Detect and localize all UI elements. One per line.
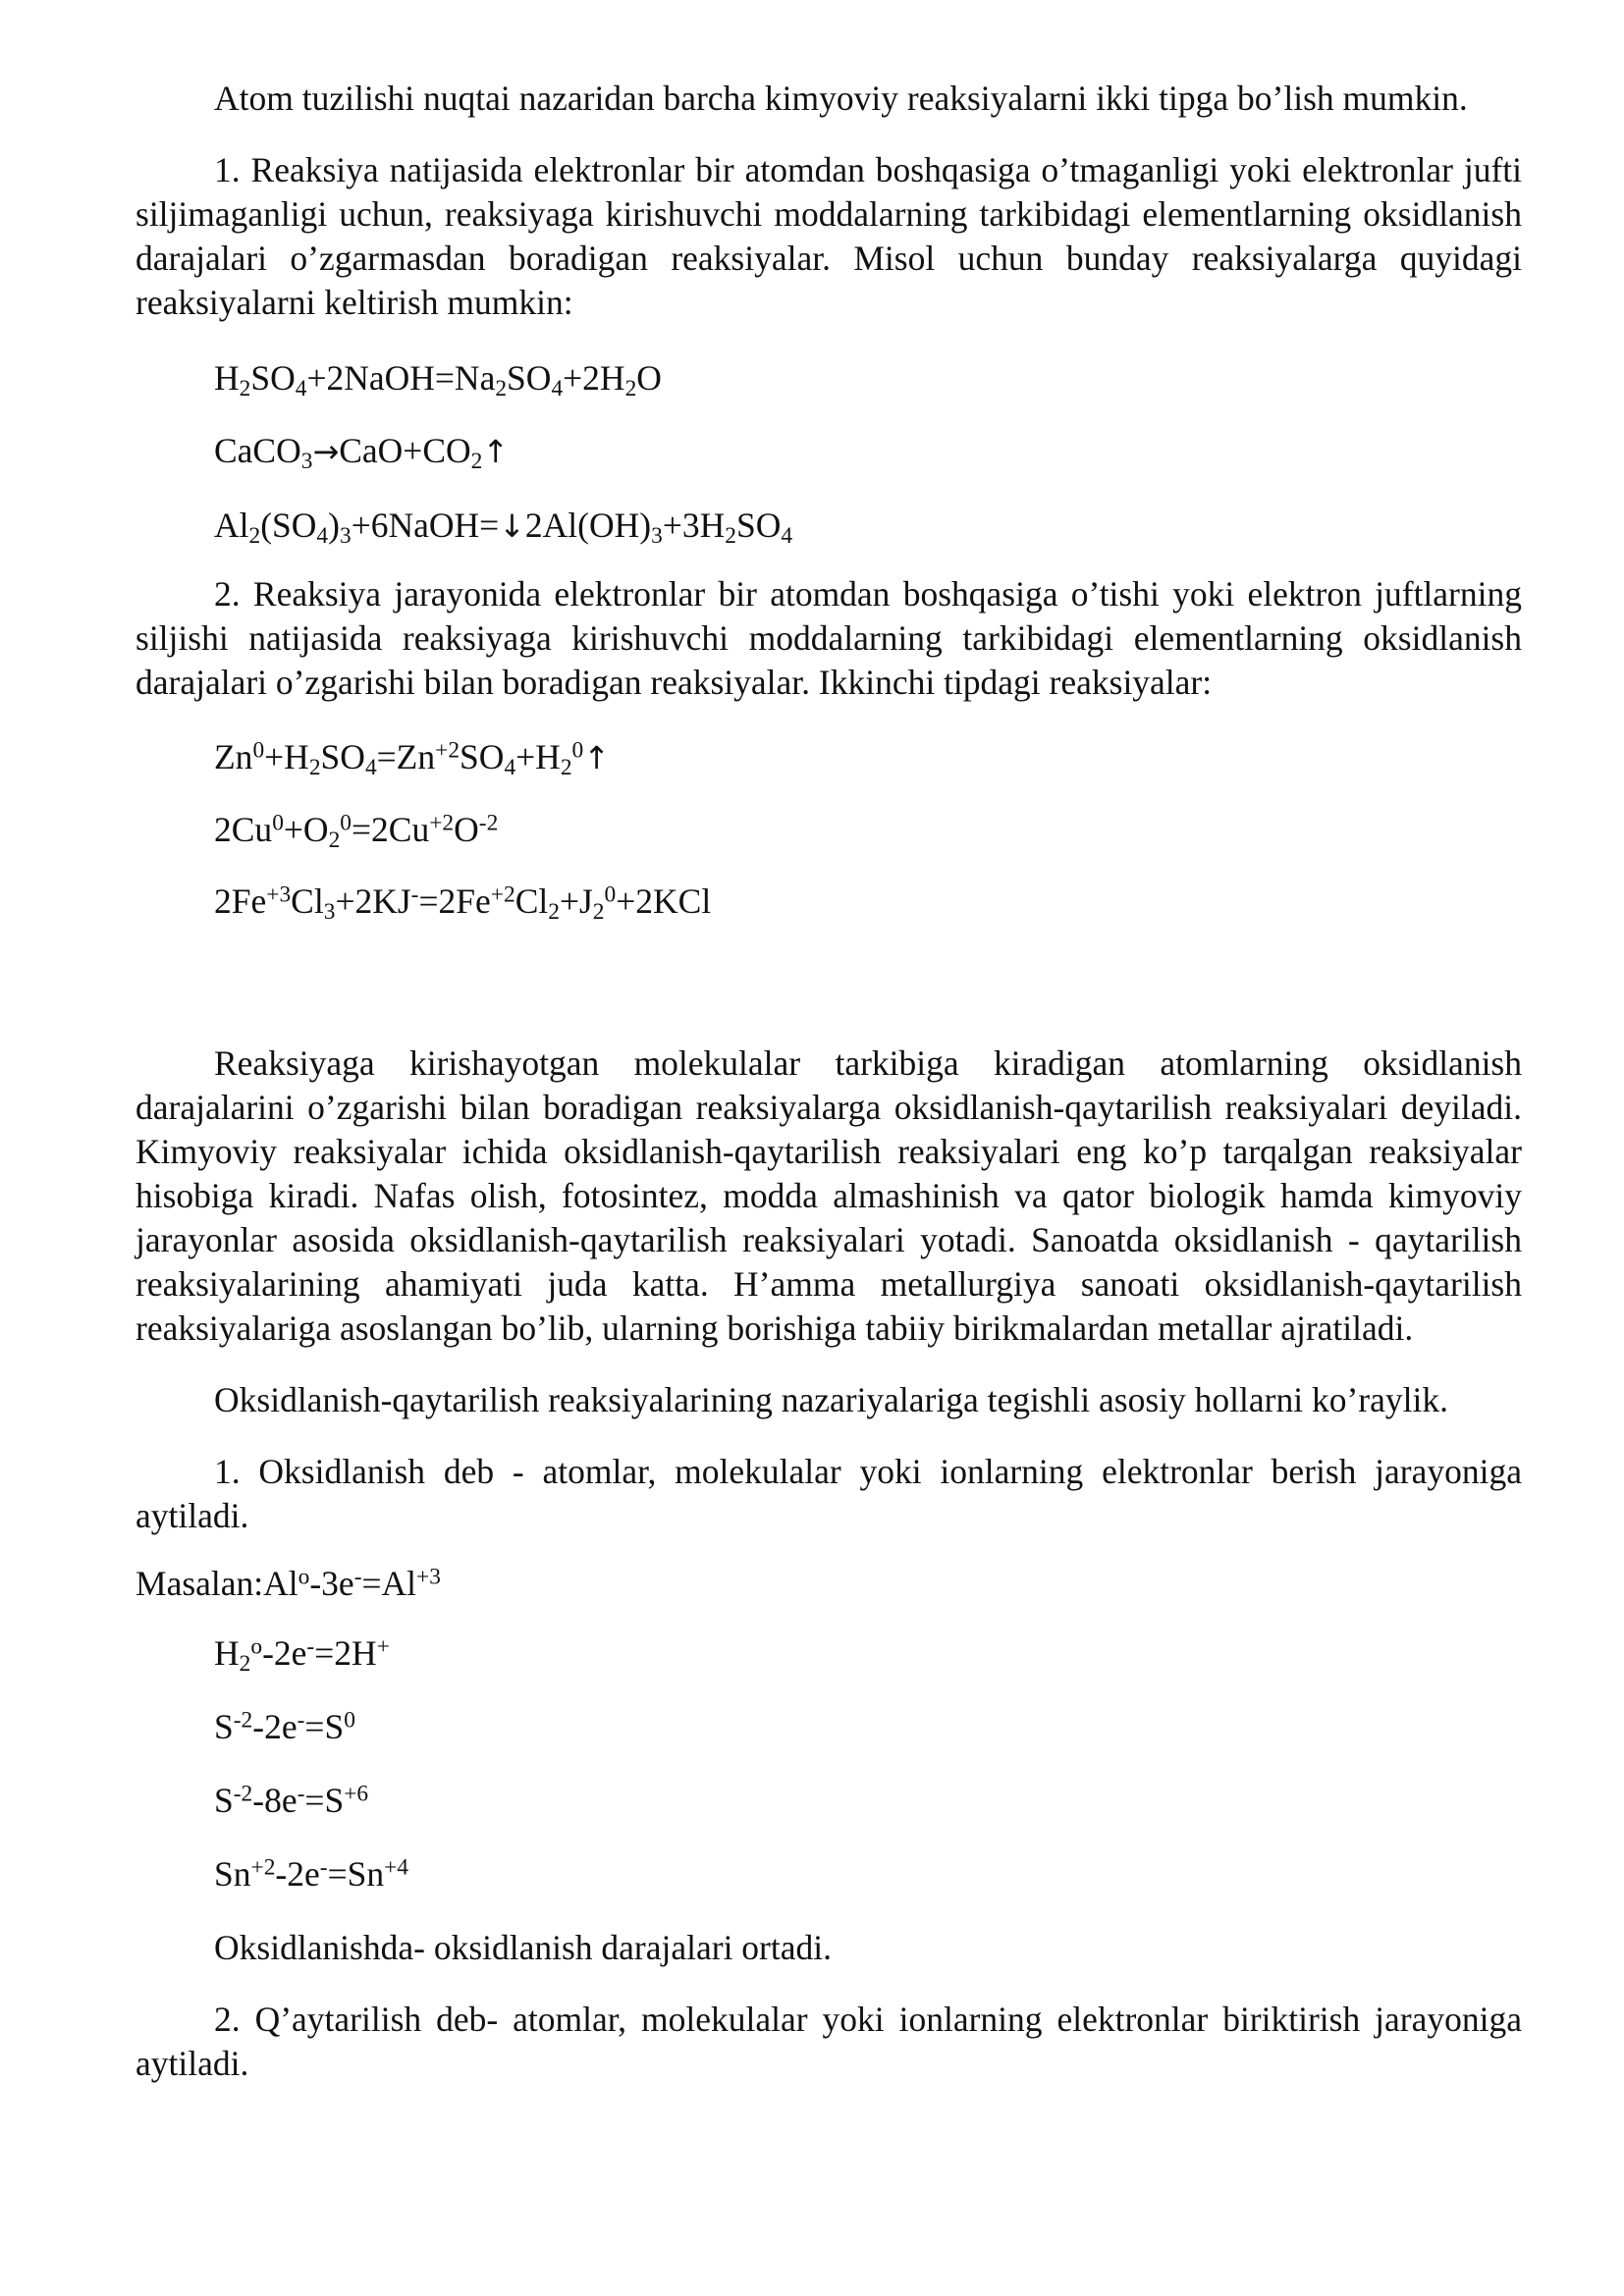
equation-text: +2KJ <box>335 881 411 921</box>
equation-text: Sn <box>214 1854 251 1894</box>
paragraph-intro: Atom tuzilishi nuqtai nazaridan barcha kimyoviy reaksiyalarni ikki tipga bo’lish mumkin. <box>214 79 1468 118</box>
superscript: - <box>297 1707 305 1734</box>
equation-text: SO <box>250 358 296 398</box>
equation-text: +2KCl <box>616 881 712 921</box>
reaction-arrow-icon: ↓ <box>499 507 525 545</box>
subscript: 4 <box>295 375 307 401</box>
paragraph-reaction-type-2: 2. Reaksiya jarayonida elektronlar bir atomdan boshqasiga o’tishi yoki elektron juftlarning siljishi natijasida reaksiyaga kirishuvchi moddalarning tarkibidagi elementlarning oksidlanish darajalari o’zgarishi bilan boradigan reaksiyalar. Ikkinchi tipdagi reaksiyalar: <box>135 574 1522 702</box>
paragraph-reaction-type-1: 1. Reaksiya natijasida elektronlar bir atomdan boshqasiga o’tmaganligi yoki elektronlar jufti siljimaganligi uchun, reaksiyaga kirishuvchi moddalarning tarkibidagi elementlarning oksidlanish darajalari o’zgarmasdan boradigan reaksiyalar. Misol uchun bunday reaksiyalarga quyidagi reaksiyalarni keltirish mumkin: <box>135 150 1522 322</box>
equation-text: 2Cu <box>214 810 273 849</box>
equation-text: -8e <box>252 1781 298 1820</box>
subscript: 2 <box>239 375 251 401</box>
superscript: - <box>306 1633 315 1660</box>
equation-text: O <box>454 810 479 849</box>
equation-text: =Zn <box>376 737 436 776</box>
superscript: +3 <box>266 881 292 908</box>
example-equation-5 <box>214 1852 1522 1896</box>
subscript: 4 <box>316 522 329 549</box>
subscript: 2 <box>470 448 483 474</box>
equation-3 <box>214 504 1522 549</box>
reaction-arrow-icon: ↑ <box>583 739 611 776</box>
superscript: +2 <box>429 810 455 836</box>
subscript: 3 <box>323 898 336 925</box>
equation-text: 2Fe <box>214 881 267 921</box>
superscript: - <box>319 1854 328 1881</box>
superscript: 0 <box>252 737 265 764</box>
equation-text: +H <box>264 737 309 776</box>
superscript: 0 <box>340 810 352 836</box>
superscript: +2 <box>250 1854 276 1881</box>
equation-6 <box>214 880 1522 924</box>
equation-text: SO <box>735 506 782 545</box>
equation-text: -3e <box>309 1564 354 1603</box>
superscript: - <box>297 1781 305 1807</box>
equation-text: 2Al(OH) <box>524 506 652 545</box>
subscript: 2 <box>592 898 605 925</box>
subscript: 2 <box>495 375 508 401</box>
example-equation-3 <box>214 1705 1522 1749</box>
paragraph-oxidation-definition: 1. Oksidlanish deb - atomlar, molekulalar yoki ionlarning elektronlar berish jarayoniga aytiladi. <box>135 1452 1522 1535</box>
equation-text: +3H <box>662 506 726 545</box>
subscript: 3 <box>651 522 663 549</box>
equation-text: Cl <box>514 881 549 921</box>
paragraph-reduction-definition: 2. Q’aytarilish deb- atomlar, molekulalar yoki ionlarning elektronlar biriktirish jarayoniga aytiladi. <box>135 2000 1522 2083</box>
equation-text: O <box>636 358 662 398</box>
equation-text: -2e <box>262 1633 307 1673</box>
superscript: - <box>353 1564 362 1590</box>
equation-text: +6NaOH= <box>351 506 500 545</box>
subscript: 4 <box>504 754 516 780</box>
subscript: 4 <box>364 754 377 780</box>
superscript: -2 <box>233 1707 253 1734</box>
subscript: 2 <box>328 827 341 853</box>
superscript: +2 <box>435 737 460 764</box>
subscript: 2 <box>725 522 736 549</box>
equation-1 <box>214 356 1522 400</box>
equation-text: Zn <box>214 737 253 776</box>
equation-text: CaCO <box>214 431 301 470</box>
equation-text: =2Cu <box>352 810 430 849</box>
equation-text: SO <box>507 358 552 398</box>
equation-text: S <box>214 1781 234 1820</box>
subscript: 2 <box>624 375 637 401</box>
subscript: 2 <box>239 1650 251 1677</box>
superscript: 0 <box>571 737 584 764</box>
equation-text: Al <box>214 506 249 545</box>
subscript: 2 <box>560 754 572 780</box>
equation-2 <box>214 429 1522 474</box>
subscript: 4 <box>781 522 793 549</box>
subscript: 3 <box>300 448 313 474</box>
equation-text: ) <box>328 506 340 545</box>
superscript: - <box>410 881 419 908</box>
superscript: 0 <box>344 1707 355 1734</box>
equation-text: +2NaOH=Na <box>306 358 496 398</box>
paragraph-redox-definition: Reaksiyaga kirishayotgan molekulalar tarkibiga kiradigan atomlarning oksidlanish darajalarini o’zgarishi bilan boradigan reaksiyalarga oksidlanish-qaytarilish reaksiyalari deyiladi. Kimyoviy reaksiyalar ichida oksidlanish-qaytarilish reaksiyalari eng ko’p tarqalgan reaksiyalar hisobiga kiradi. Nafas olish, fotosintez, modda almashinish va qator biologik hamda kimyoviy jarayonlar asosida oksidlanish-qaytarilish reaksiyalari yotadi. Sanoatda oksidlanish - qaytarilish reaksiyalarining ahamiyati juda katta. H’amma metallurgiya sanoati oksidlanish-qaytarilish reaksiyalariga asoslangan bo’lib, ularning borishiga tabiiy birikmalardan metallar ajratiladi. <box>135 1043 1522 1348</box>
equation-text: -2e <box>275 1854 320 1894</box>
reaction-arrow-icon: → <box>312 433 340 470</box>
equation-4 <box>214 735 1522 780</box>
equation-text: S <box>214 1707 234 1746</box>
equation-text: (SO <box>260 506 317 545</box>
subscript: 2 <box>308 754 321 780</box>
equation-text: +O <box>283 810 329 849</box>
equation-text: -2e <box>252 1707 298 1746</box>
superscript: o <box>250 1633 263 1660</box>
reaction-arrow-icon: ↑ <box>482 433 510 470</box>
equation-5 <box>214 808 1522 852</box>
paragraph-oxidation-note: Oksidlanishda- oksidlanish darajalari ortadi. <box>214 1928 832 1967</box>
equation-text: Cl <box>291 881 324 921</box>
example-equation-1 <box>135 1562 1522 1606</box>
equation-text: =Al <box>361 1564 417 1603</box>
superscript: +3 <box>416 1564 441 1590</box>
superscript: +6 <box>344 1781 369 1807</box>
example-equation-2 <box>214 1631 1522 1676</box>
subscript: 2 <box>248 522 261 549</box>
equation-text: H <box>214 358 240 398</box>
equation-text: H <box>214 1633 240 1673</box>
superscript: 0 <box>272 810 284 836</box>
superscript: -2 <box>233 1781 253 1807</box>
paragraph-redox-theory: Oksidlanish-qaytarilish reaksiyalarining nazariyalariga tegishli asosiy hollarni ko’raylik. <box>214 1380 1448 1419</box>
superscript: -2 <box>478 810 499 836</box>
subscript: 2 <box>548 898 560 925</box>
equation-text: =Sn <box>327 1854 385 1894</box>
equation-text: CaO+CO <box>339 431 471 470</box>
equation-text: =S <box>304 1707 345 1746</box>
superscript: o <box>298 1564 310 1590</box>
equation-text: SO <box>460 737 505 776</box>
superscript: +2 <box>490 881 515 908</box>
superscript: 0 <box>604 881 617 908</box>
equation-text: =S <box>304 1781 345 1820</box>
equation-text: +2H <box>563 358 625 398</box>
subscript: 4 <box>551 375 564 401</box>
equation-text: =2H <box>314 1633 377 1673</box>
equation-text: SO <box>320 737 365 776</box>
equation-text: +H <box>515 737 561 776</box>
superscript: +4 <box>384 1854 409 1881</box>
equation-text: Masalan:Al <box>135 1564 298 1603</box>
example-equation-4 <box>214 1779 1522 1823</box>
equation-text: +J <box>559 881 593 921</box>
superscript: + <box>376 1633 390 1660</box>
subscript: 3 <box>339 522 352 549</box>
equation-text: =2Fe <box>418 881 491 921</box>
